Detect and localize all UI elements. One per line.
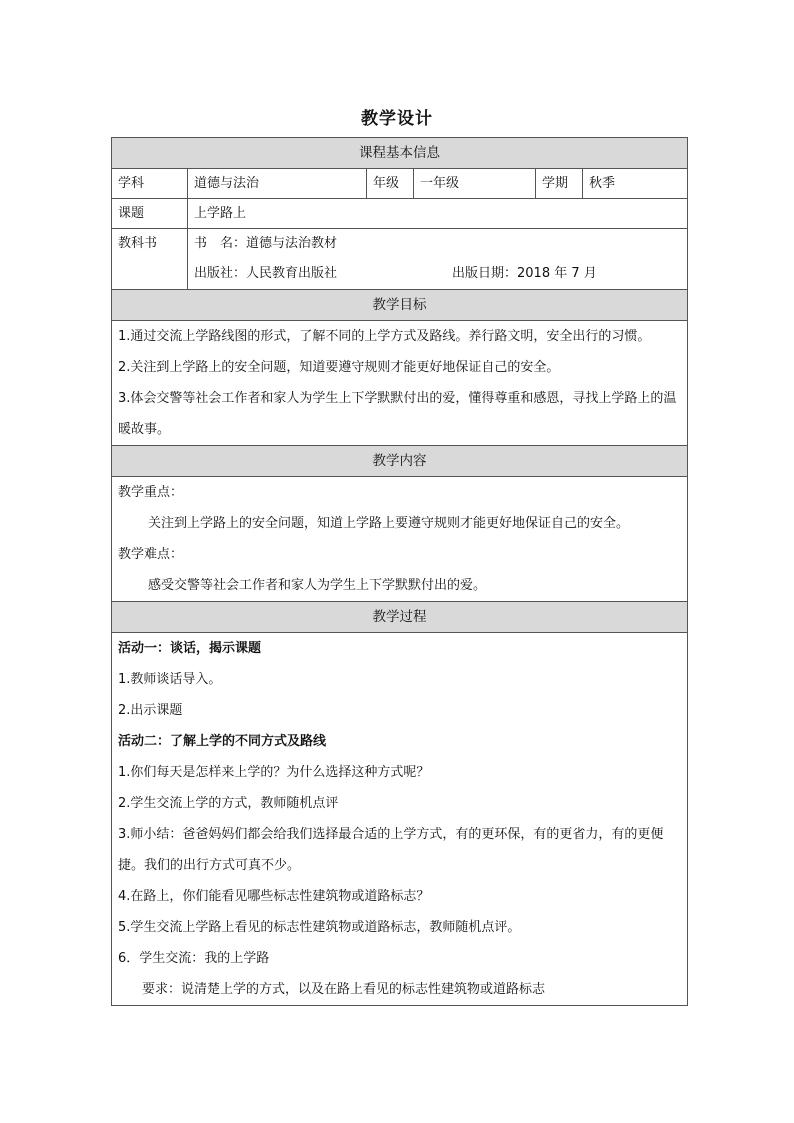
textbook-label: 教科书 — [112, 229, 188, 290]
subject-row — [112, 169, 688, 199]
activity-step: 1.你们每天是怎样来上学的？为什么选择这种方式呢？ — [118, 765, 430, 780]
textbook-name: 书 名：道德与法治教材 — [194, 236, 338, 251]
goals-header: 教学目标 — [112, 290, 688, 321]
grade-value: 一年级 — [414, 169, 536, 199]
subject-value: 道德与法治 — [188, 169, 367, 199]
activity-step: 3.师小结：爸爸妈妈们都会给我们选择最合适的上学方式，有的更环保，有的更省力，有的更便捷。我们的出行方式可真不少。 — [118, 827, 664, 873]
textbook-pub-date: 出版日期：2018 年 7 月 — [452, 266, 597, 281]
process-header-row — [112, 602, 688, 633]
topic-value: 上学路上 — [188, 199, 688, 229]
textbook-publisher-line — [194, 259, 681, 289]
content-header: 教学内容 — [112, 446, 688, 477]
basic-info-header-row — [112, 138, 688, 169]
activity-step: 2.出示课题 — [118, 703, 183, 718]
content-body — [112, 477, 688, 602]
goal-item: 1.通过交流上学路线图的形式，了解不同的上学方式及路线。养行路文明，安全出行的习惯。 — [118, 329, 651, 344]
process-header: 教学过程 — [112, 602, 688, 633]
basic-info-header: 课程基本信息 — [112, 138, 688, 169]
content-row — [112, 477, 688, 602]
goals-row — [112, 321, 688, 446]
activity-step: 5.学生交流上学路上看见的标志性建筑物或道路标志，教师随机点评。 — [118, 920, 521, 935]
grade-label: 年级 — [367, 169, 414, 199]
document-title: 教学设计 — [361, 109, 433, 129]
goal-item: 3.体会交警等社会工作者和家人为学生上下学默默付出的爱，懂得尊重和感恩，寻找上学路上的温暖故事。 — [118, 391, 677, 437]
activity-step: 4.在路上，你们能看见哪些标志性建筑物或道路标志？ — [118, 889, 430, 904]
activity-step: 6．学生交流：我的上学路 — [118, 951, 270, 966]
difficulty-label: 教学难点： — [118, 547, 184, 562]
textbook-info — [188, 229, 688, 290]
activity-one-title: 活动一：谈话，揭示课题 — [118, 641, 262, 656]
activity-requirement: 要求：说清楚上学的方式，以及在路上看见的标志性建筑物或道路标志 — [142, 982, 546, 997]
term-value: 秋季 — [583, 169, 688, 199]
process-row — [112, 633, 688, 1006]
activity-two-title: 活动二：了解上学的不同方式及路线 — [118, 734, 327, 749]
goals-header-row — [112, 290, 688, 321]
goal-item: 2.关注到上学路上的安全问题，知道要遵守规则才能更好地保证自己的安全。 — [118, 360, 560, 375]
key-point-text: 关注到上学路上的安全问题，知道上学路上要遵守规则才能更好地保证自己的安全。 — [148, 516, 630, 531]
activity-step: 2.学生交流上学的方式，教师随机点评 — [118, 796, 339, 811]
process-body — [112, 633, 688, 1006]
topic-label: 课题 — [112, 199, 188, 229]
topic-row — [112, 199, 688, 229]
difficulty-text: 感受交警等社会工作者和家人为学生上下学默默付出的爱。 — [148, 578, 487, 593]
subject-label: 学科 — [112, 169, 188, 199]
lesson-plan-table — [111, 137, 688, 1006]
key-point-label: 教学重点： — [118, 485, 184, 500]
term-label: 学期 — [536, 169, 583, 199]
content-header-row — [112, 446, 688, 477]
activity-step: 1.教师谈话导入。 — [118, 672, 222, 687]
textbook-row — [112, 229, 688, 290]
textbook-publisher: 出版社：人民教育出版社 — [194, 266, 338, 281]
goals-content — [112, 321, 688, 446]
